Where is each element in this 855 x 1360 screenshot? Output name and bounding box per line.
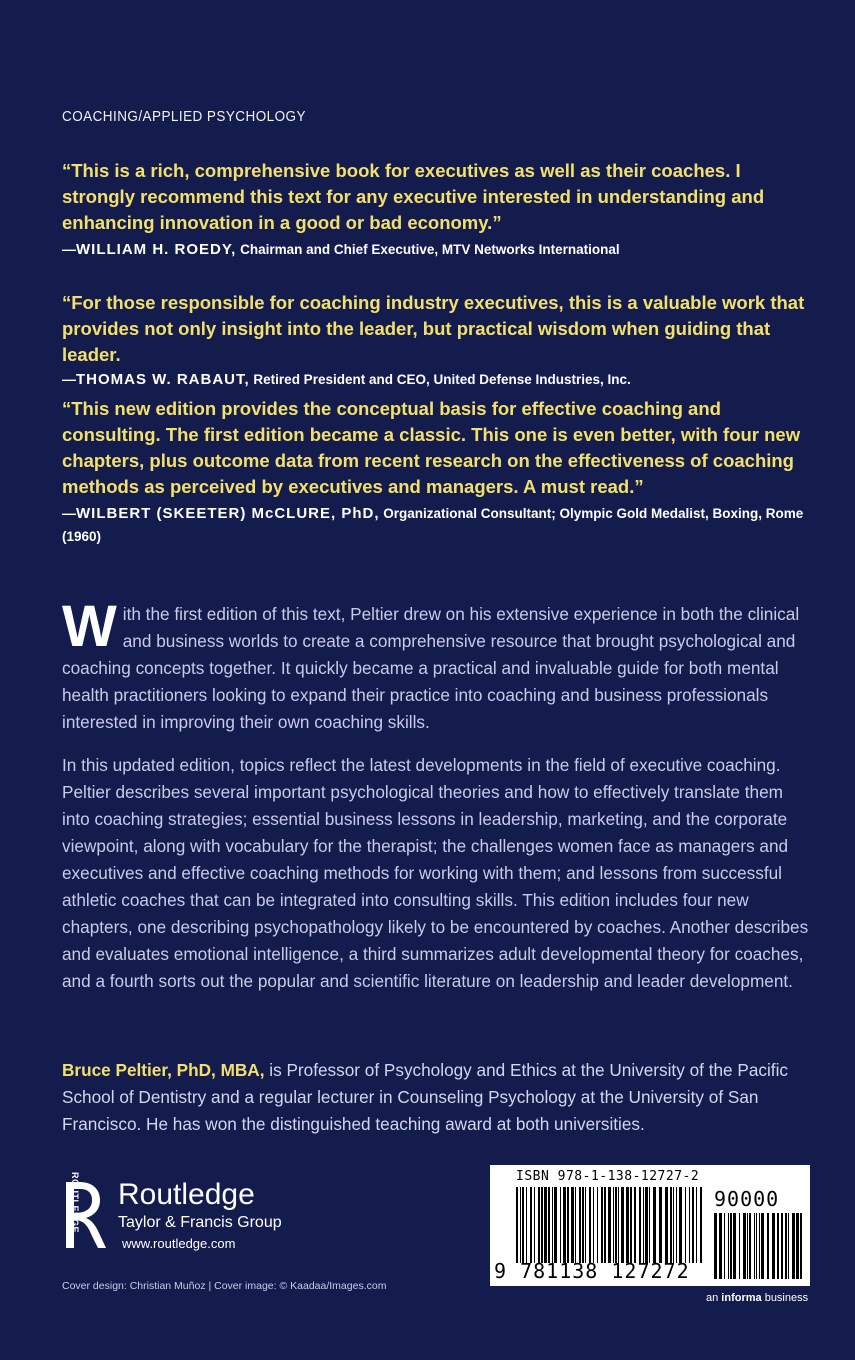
endorser-role: Retired President and CEO, United Defense Industries, Inc. xyxy=(249,372,631,387)
quote-text: “This new edition provides the conceptual basis for effective coaching and consulting. The first edition became a classic. This one is even better, with four new chapters, plus outcome data from recent research on the effectiveness of coaching methods as perceived by executives and managers. A must read.” xyxy=(62,398,801,497)
barcode-bar xyxy=(685,1187,686,1263)
barcode-bar xyxy=(593,1187,594,1263)
barcode-bar xyxy=(785,1213,787,1279)
barcode-bar xyxy=(673,1187,674,1263)
logo-vertical-text: ROUTLEDGE xyxy=(70,1172,80,1234)
publisher-url: www.routledge.com xyxy=(122,1236,236,1251)
cover-credits: Cover design: Christian Muñoz | Cover image: © Kaadaa/Images.com xyxy=(62,1280,387,1292)
barcode-bar xyxy=(554,1187,557,1263)
barcode-bar xyxy=(604,1187,606,1263)
barcode-bar xyxy=(649,1187,650,1263)
barcode-bar xyxy=(756,1213,757,1279)
drop-cap: W xyxy=(62,594,117,659)
barcode-bar xyxy=(601,1187,603,1263)
barcode-bar xyxy=(563,1187,566,1263)
barcode-bar xyxy=(796,1213,799,1279)
quote-attribution xyxy=(62,502,812,548)
barcode-bar xyxy=(700,1187,702,1263)
barcode-bar xyxy=(645,1187,648,1263)
barcode-bar xyxy=(692,1187,694,1263)
barcode-bar xyxy=(516,1187,518,1263)
barcode-bar xyxy=(626,1187,629,1263)
barcode-bar xyxy=(800,1213,802,1279)
barcode-bar xyxy=(743,1213,746,1279)
price-code: 90000 xyxy=(714,1187,780,1211)
author-bio xyxy=(62,1057,814,1138)
isbn-number: ISBN 978-1-138-12727-2 xyxy=(516,1169,700,1184)
informa-brand: informa xyxy=(721,1292,762,1304)
paragraph-text: ith the first edition of this text, Peltier drew on his extensive experience in both the clinical and business worlds to create a comprehensive resource that brought psychological and coaching concepts together. It quickly became a practical and invaluable guide for both mental health practitioners looking to expand their practice into coaching and business professionals interested in improving their own coaching skills. xyxy=(62,604,800,732)
barcode-bar xyxy=(579,1187,581,1263)
barcode-bar xyxy=(676,1187,677,1263)
barcode-bar xyxy=(520,1187,521,1263)
barcode-bar xyxy=(788,1213,789,1279)
endorser-role: Organizational Consultant; Olympic Gold Medalist, Boxing, Rome (1960) xyxy=(62,506,804,544)
author-name: Bruce Peltier, PhD, MBA, xyxy=(62,1060,265,1080)
publisher-block xyxy=(62,1172,322,1268)
barcode-bar xyxy=(659,1187,662,1263)
barcode-bar xyxy=(538,1187,540,1263)
barcode-bar xyxy=(630,1187,632,1263)
barcode-bar xyxy=(781,1213,783,1279)
ean-digits: 9 781138 127272 xyxy=(494,1259,690,1283)
attribution-dash: — xyxy=(62,505,76,521)
barcode-bar xyxy=(670,1187,672,1263)
barcode-bar xyxy=(724,1213,725,1279)
informa-suffix: business xyxy=(761,1292,809,1304)
barcode-bar xyxy=(730,1213,732,1279)
barcode-bar xyxy=(621,1187,624,1263)
barcode-bar xyxy=(639,1187,641,1263)
barcode-bar xyxy=(615,1187,617,1263)
endorser-role: Chairman and Chief Executive, MTV Networks International xyxy=(236,242,620,257)
routledge-logo-icon xyxy=(62,1180,108,1250)
barcode-bar xyxy=(643,1187,644,1263)
endorser-name: WILBERT (SKEETER) McCLURE, PhD, xyxy=(76,505,380,522)
informa-tagline xyxy=(706,1292,808,1304)
barcode-bar xyxy=(759,1213,760,1279)
quote-attribution xyxy=(62,368,812,391)
barcode-bar xyxy=(534,1187,535,1263)
barcode-bar xyxy=(613,1187,614,1263)
barcode-bar xyxy=(728,1213,729,1279)
barcode xyxy=(490,1165,810,1286)
informa-prefix: an xyxy=(706,1292,722,1304)
barcode-bar xyxy=(749,1213,751,1279)
barcode-bar xyxy=(548,1187,550,1263)
quote-attribution xyxy=(62,238,812,261)
description-paragraph: In this updated edition, topics reflect the latest developments in the field of executive coaching. Peltier describes several important psychological theories and how to effectively translate them into coaching strategies; essential business lessons in leadership, marketing, and the corporate viewpoint, along with vocabulary for the therapist; the challenges women face as managers and executives and effective coaching methods for working with them; and lessons from successful athletic coaches that can be integrated into consulting skills. This edition includes four new chapters, one describing psychopathology likely to be encountered by coaches. Another describes and evaluates emotional intelligence, a third summarizes adult developmental theory for coaches, and a fourth sorts out the popular and scientific literature on leadership and leader development. xyxy=(62,755,809,991)
barcode-bar xyxy=(733,1213,736,1279)
barcode-bar xyxy=(634,1187,636,1263)
endorser-name: THOMAS W. RABAUT, xyxy=(76,371,250,388)
endorsement-quote xyxy=(62,396,812,548)
barcode-bar xyxy=(589,1187,591,1263)
barcode-bar xyxy=(747,1213,748,1279)
barcode-bar xyxy=(575,1187,576,1263)
endorsement-quote xyxy=(62,158,812,261)
barcode-bar xyxy=(761,1213,764,1279)
attribution-dash: — xyxy=(62,371,76,387)
barcode-bar xyxy=(754,1213,755,1279)
publisher-name: Routledge xyxy=(118,1178,255,1211)
quote-text: “This is a rich, comprehensive book for executives as well as their coaches. I strongly recommend this text for any executive interested in understanding and enhancing innovation in a good or bad economy.” xyxy=(62,160,765,233)
barcode-bar xyxy=(696,1187,697,1263)
barcode-bar xyxy=(679,1187,682,1263)
barcode-bar xyxy=(582,1187,584,1263)
endorser-name: WILLIAM H. ROEDY, xyxy=(76,241,237,258)
description-paragraph xyxy=(62,594,810,736)
quote-text: “For those responsible for coaching industry executives, this is a valuable work that provides not only insight into the leader, but practical wisdom when guiding that leader. xyxy=(62,292,805,365)
barcode-bar xyxy=(530,1187,532,1263)
endorsement-quote xyxy=(62,290,812,391)
barcode-bar xyxy=(585,1187,586,1263)
barcode-bar xyxy=(567,1187,569,1263)
barcode-bar xyxy=(544,1187,547,1263)
barcode-bar xyxy=(552,1187,553,1263)
barcode-bar xyxy=(739,1213,740,1279)
barcode-bar xyxy=(597,1187,598,1263)
barcode-bar xyxy=(560,1187,561,1263)
barcode-bar xyxy=(526,1187,527,1263)
author-bio-text: is Professor of Psychology and Ethics at the University of the Pacific School of Dentistry and a regular lecturer in Counseling Psychology at the University of San Francisco. He has won the distinguished teaching award at both universities. xyxy=(62,1060,788,1134)
publisher-group: Taylor & Francis Group xyxy=(118,1214,282,1231)
barcode-bar xyxy=(571,1187,574,1263)
barcode-bar xyxy=(777,1213,779,1279)
barcode-bar xyxy=(618,1187,619,1263)
barcode-bar xyxy=(689,1187,690,1263)
barcode-bar xyxy=(665,1187,668,1263)
barcode-bar xyxy=(772,1213,775,1279)
barcode-bar xyxy=(792,1213,795,1279)
attribution-dash: — xyxy=(62,241,76,257)
barcode-bar xyxy=(608,1187,611,1263)
barcode-bar xyxy=(653,1187,656,1263)
barcode-bar xyxy=(522,1187,524,1263)
barcode-bar xyxy=(719,1213,722,1279)
barcode-bar xyxy=(541,1187,543,1263)
barcode-bar xyxy=(714,1213,717,1279)
category-label: COACHING/APPLIED PSYCHOLOGY xyxy=(62,108,306,125)
barcode-bar xyxy=(767,1213,769,1279)
